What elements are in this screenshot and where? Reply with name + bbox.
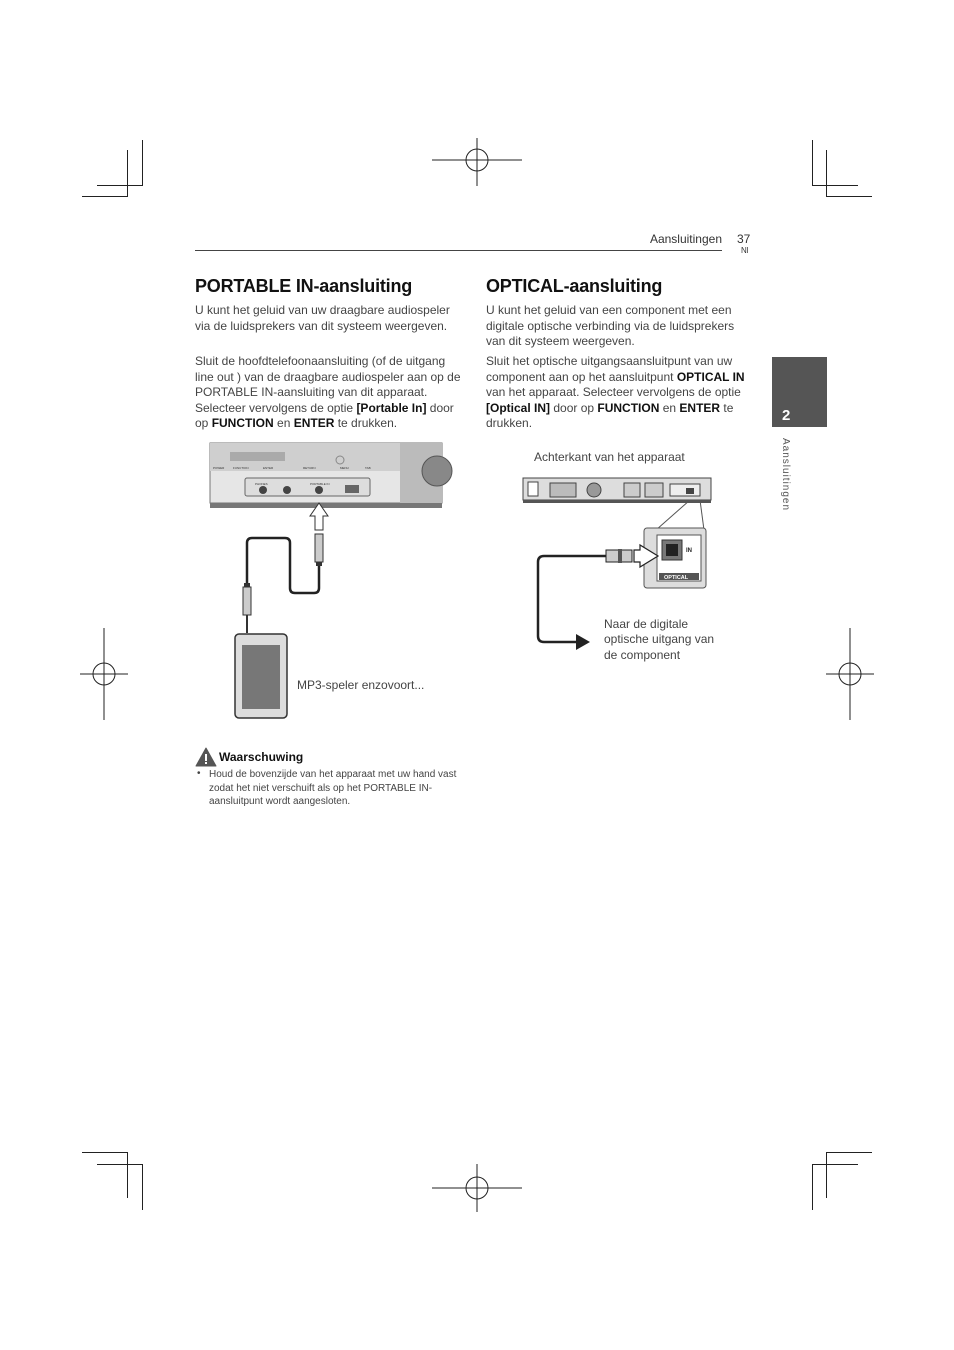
crop-mark xyxy=(812,140,813,186)
registration-mark xyxy=(432,1164,522,1212)
crop-mark xyxy=(826,1152,872,1153)
mic-jack xyxy=(283,486,291,494)
portable-instructions: Sluit de hoofdtelefoonaansluiting (of de uitgang line out ) van de draagbare audiospeler aan op de PORTABLE IN-aansluiting van dit apparaat. Selecteer vervolgens de optie [Portable In] door op FUNCTION en ENTER te drukken. xyxy=(195,354,461,430)
optical-section-title: OPTICAL-aansluiting xyxy=(486,276,663,296)
crop-mark xyxy=(826,1152,827,1198)
crop-mark xyxy=(82,1152,128,1153)
chapter-label: Aansluitingen xyxy=(780,438,791,512)
optical-intro: U kunt het geluid van een component met een digitale optische verbinding via de luidsprekers van dit systeem weergeven. xyxy=(486,303,735,348)
crop-mark xyxy=(812,185,858,186)
crop-mark xyxy=(826,150,827,196)
device-label: PORTABLE IN xyxy=(310,482,330,486)
warning-text: Houd de bovenzijde van het apparaat met uw hand vast zodat het niet verschuift als op het PORTABLE IN-aansluitpunt wordt aangesloten. xyxy=(209,769,457,807)
portable-intro: U kunt het geluid van uw draagbare audiospeler via de luidsprekers van dit systeem weergeven. xyxy=(195,303,450,333)
crop-mark xyxy=(97,1164,143,1165)
warning-icon xyxy=(195,747,217,767)
device-label: PHONES xyxy=(255,482,268,486)
crop-mark xyxy=(142,1164,143,1210)
usb-port xyxy=(345,485,359,493)
crop-mark xyxy=(826,196,872,197)
crop-mark xyxy=(127,150,128,196)
device-label: TAB xyxy=(365,466,371,470)
page-number: 37 xyxy=(737,232,751,246)
output-caption-line2: optische uitgang van xyxy=(604,632,715,646)
header-rule xyxy=(195,250,722,251)
chapter-number: 2 xyxy=(782,407,791,424)
portable-in-jack xyxy=(315,486,323,494)
optical-in-label: IN xyxy=(686,548,692,554)
crop-mark xyxy=(142,140,143,186)
language-code: Nl xyxy=(741,246,749,255)
crop-mark xyxy=(812,1164,858,1165)
registration-mark xyxy=(432,138,522,186)
portable-section-title: PORTABLE IN-aansluiting xyxy=(195,276,413,296)
crop-mark xyxy=(82,196,128,197)
rear-caption: Achterkant van het apparaat xyxy=(534,450,685,464)
output-caption-line3: de component xyxy=(604,648,681,662)
device-label: MENU xyxy=(340,466,349,470)
header-section-title: Aansluitingen xyxy=(649,232,722,246)
device-label: RETURN xyxy=(303,466,316,470)
crop-mark xyxy=(97,185,143,186)
chapter-tab xyxy=(772,357,827,427)
crop-mark xyxy=(127,1152,128,1198)
optical-port-label: OPTICAL xyxy=(664,575,689,581)
registration-mark xyxy=(80,628,128,720)
phones-jack xyxy=(259,486,267,494)
device-label: POWER xyxy=(213,466,225,470)
output-caption-line1: Naar de digitale xyxy=(604,617,689,631)
device-label: FUNCTION xyxy=(233,466,249,470)
device-label: ENTER xyxy=(263,466,274,470)
optical-instructions: Sluit het optische uitgangsaansluitpunt van uw component aan op het aansluitpunt OPTICAL IN van het apparaat. Selecteer vervolgens de optie [Optical IN] door op FUNCTION en ENTER te drukken. xyxy=(486,354,745,430)
registration-mark xyxy=(826,628,874,720)
warning-title: Waarschuwing xyxy=(219,750,304,764)
bullet: • xyxy=(197,768,201,779)
crop-mark xyxy=(812,1164,813,1210)
player-caption: MP3-speler enzovoort... xyxy=(297,678,425,692)
